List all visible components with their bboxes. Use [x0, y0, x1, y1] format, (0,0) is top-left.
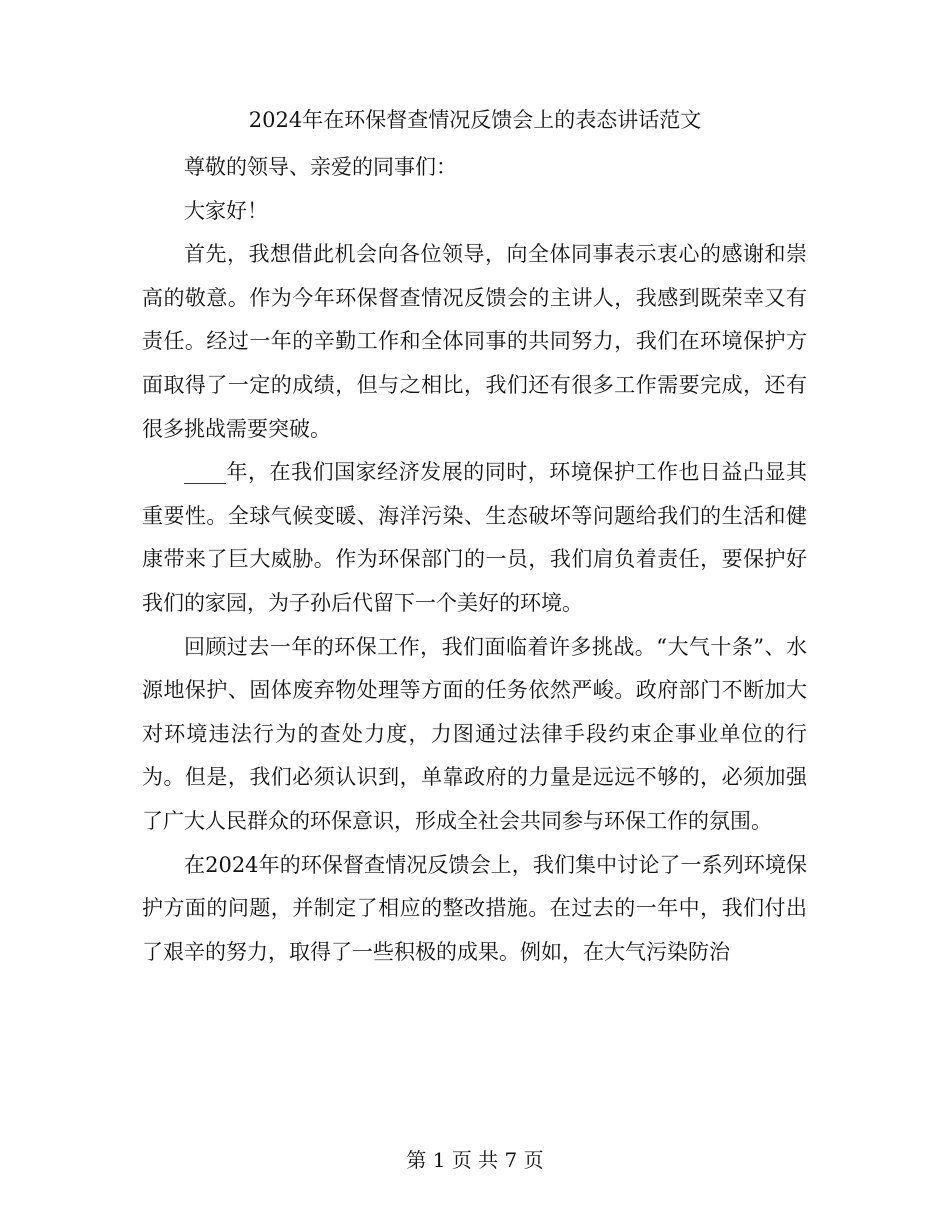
salutation-paragraph: 尊敬的领导、亲爱的同事们： — [184, 155, 457, 179]
body-paragraph: 在2024年的环保督查情况反馈会上，我们集中讨论了一系列环境保护方面的问题，并制定了相应的整改措施。在过去的一年中，我们付出了艰辛的努力，取得了一些积极的成果。例如，在大气污染防治 — [142, 852, 807, 964]
document-title: 2024年在环保督查情况反馈会上的表态讲话范文 — [248, 108, 702, 132]
body-paragraph: 首先，我想借此机会向各位领导，向全体同事表示衷心的感谢和崇高的敬意。作为今年环保督查情况反馈会的主讲人，我感到既荣幸又有责任。经过一年的辛勤工作和全体同事的共同努力，我们在环境保护方面取得了一定的成绩，但与之相比，我们还有很多工作需要完成，还有很多挑战需要突破。 — [142, 242, 807, 441]
body-paragraph: 回顾过去一年的环保工作，我们面临着许多挑战。“大气十条”、水源地保护、固体废弃物处理等方面的任务依然严峻。政府部门不断加大对环境违法行为的查处力度，力图通过法律手段约束企事业单位的行为。但是，我们必须认识到，单靠政府的力量是远远不够的，必须加强了广大人民群众的环保意识，形成全社会共同参与环保工作的氛围。 — [142, 634, 807, 833]
document-body — [142, 146, 807, 974]
body-paragraph: ____年，在我们国家经济发展的同时，环境保护工作也日益凸显其重要性。全球气候变暖、海洋污染、生态破坏等问题给我们的生活和健康带来了巨大威胁。作为环保部门的一员，我们肩负着责任，要保护好我们的家园，为子孙后代留下一个美好的环境。 — [142, 460, 807, 615]
page-number-footer: 第 1 页 共 7 页 — [406, 1148, 544, 1172]
greeting-paragraph: 大家好！ — [184, 198, 268, 223]
